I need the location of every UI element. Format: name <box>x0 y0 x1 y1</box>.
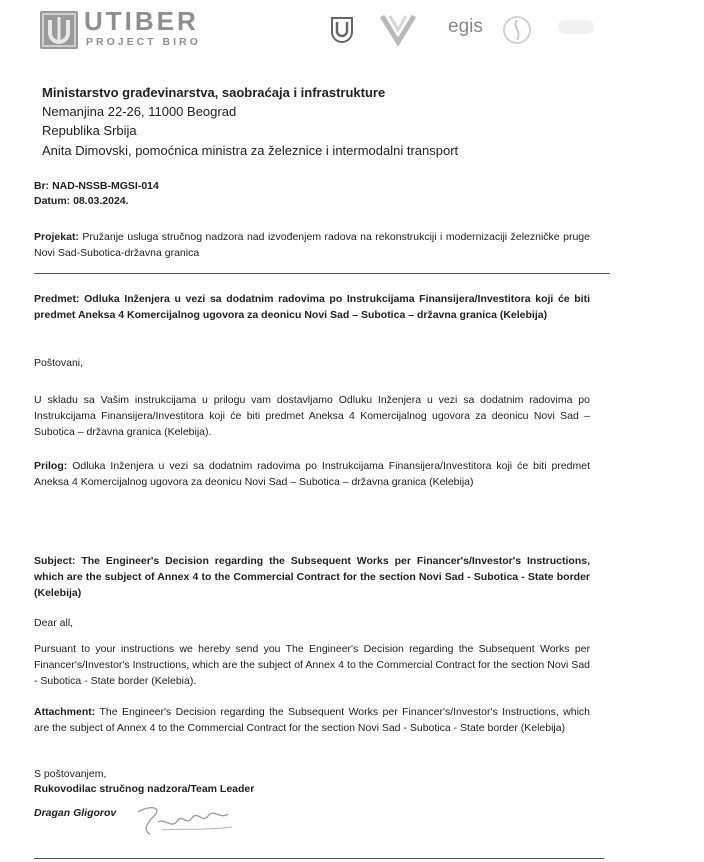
partner-shield-logo-icon <box>330 16 354 49</box>
partner-flame-logo-icon <box>500 14 534 51</box>
attachment-text-english: The Engineer's Decision regarding the Subsequent Works per Financer's/Investor's Instructions, which are the subject of Annex 4 to the Commercial Contract for the section Novi Sad - Subotica - State border (Kelebija) <box>34 706 590 734</box>
project-paragraph <box>34 229 590 261</box>
attachment-label-serbian: Prilog: <box>34 460 68 472</box>
attachment-english <box>34 704 590 736</box>
project-text: Pružanje usluga stručnog nadzora nad izvođenjem radova na rekonstrukciji i modernizaciji železničke pruge Novi Sad-Subotica-državna granica <box>34 231 590 259</box>
recipient-person: Anita Dimovski, pomoćnica ministra za železnice i intermodalni transport <box>42 143 459 158</box>
greeting-serbian: Poštovani, <box>34 357 84 369</box>
brand-name: UTIBER <box>84 6 199 36</box>
brand-subtitle: PROJECT BIRO <box>86 36 201 48</box>
reference-number: Br: NAD-NSSB-MGSI-014 <box>34 180 159 192</box>
reference-date <box>34 195 129 207</box>
utiber-logo-icon <box>40 11 78 49</box>
date-value: 08.03.2024. <box>73 195 129 207</box>
divider-top <box>34 273 610 274</box>
attachment-text-serbian: Odluka Inženjera u vezi sa dodatnim radovima po Instrukcijama Finansijera/Investitora koji će biti predmet Aneksa 4 Komercijalnog ugovora za deonicu Novi Sad – Subotica – državna granica (Kelebija) <box>34 460 590 488</box>
recipient-country: Republika Srbija <box>42 123 137 138</box>
subject-serbian: Predmet: Odluka Inženjera u vezi sa dodatnim radovima po Instrukcijama Finansijera/Investitora koji će biti predmet Aneksa 4 Komercijalnog ugovora za deonicu Novi Sad – Subotica – državna granica (Kelebija) <box>34 293 590 321</box>
greeting-english: Dear all, <box>34 617 74 629</box>
date-label: Datum: <box>34 195 71 207</box>
closing-role: Rukovodilac stručnog nadzora/Team Leader <box>34 783 255 795</box>
subject-english: Subject: The Engineer's Decision regarding the Subsequent Works per Financer's/Investor's Instructions, which are the subject of Annex 4 to the Commercial Contract for the section Novi Sad - Subotica - State border (Kelebija) <box>34 555 590 599</box>
signature-icon <box>132 800 242 845</box>
signatory-name: Dragan Gligorov <box>34 807 117 819</box>
recipient-name: Ministarstvo građevinarstva, saobraćaja i infrastrukture <box>42 85 386 100</box>
closing-regards: S poštovanjem, <box>34 768 107 780</box>
body-english: Pursuant to your instructions we hereby send you The Engineer's Decision regarding the Subsequent Works per Financer's/Investor's Instructions, which are the subject of Annex 4 to the Commercial Contract for the section Novi Sad - Subotica - State border (Kelebia). <box>34 643 590 687</box>
partner-v-logo-icon <box>378 12 418 51</box>
recipient-street: Nemanjina 22-26, 11000 Beograd <box>42 104 237 119</box>
attachment-label-english: Attachment: <box>34 706 96 718</box>
letterhead <box>0 0 704 60</box>
project-label: Projekat: <box>34 231 79 243</box>
attachment-serbian <box>34 458 590 490</box>
partner-egis-logo: egis <box>448 16 483 37</box>
body-serbian: U skladu sa Vašim instrukcijama u prilogu vam dostavljamo Odluku Inženjera u vezi sa dodatnim radovima po Instrukcijama Finansijera/Investitora koji će biti predmet Aneksa 4 Komercijalnog ugovora za deonicu Novi Sad – Subotica – državna granica (Kelebija). <box>34 394 590 438</box>
partner-faded-logo-icon <box>556 16 596 45</box>
divider-bottom <box>34 858 604 859</box>
